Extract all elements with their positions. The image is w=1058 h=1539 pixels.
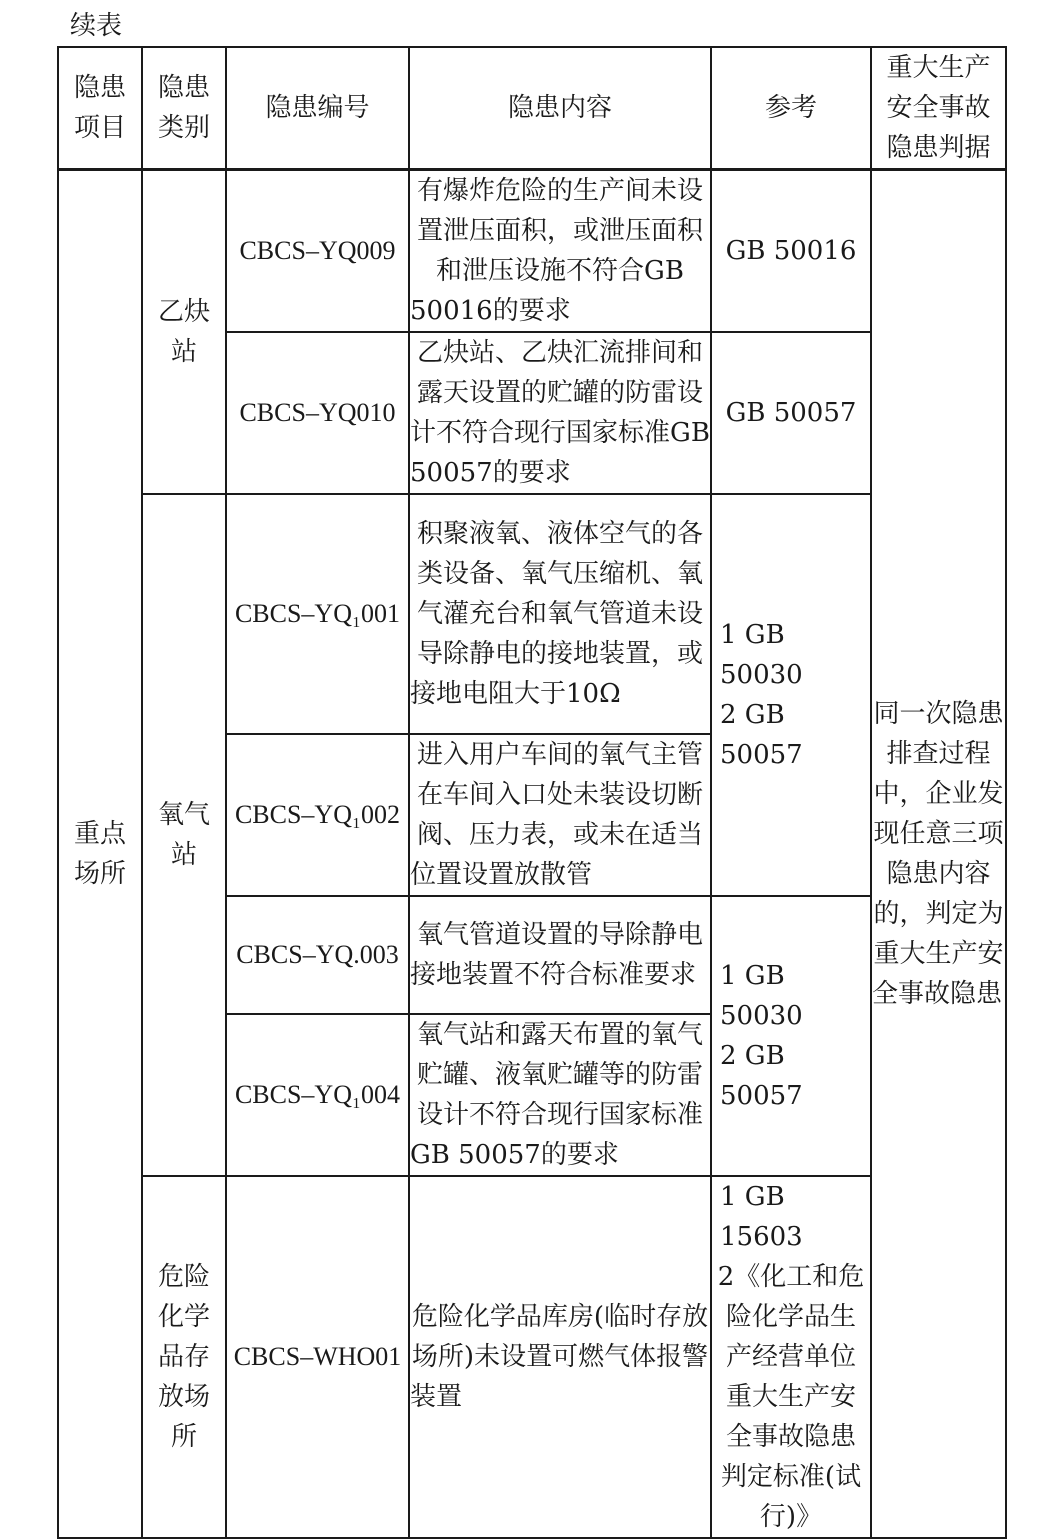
content-cell: 氧气站和露天布置的氧气贮罐、液氧贮罐等的防雷设计不符合现行国家标准GB 50057的要求 bbox=[409, 1014, 711, 1176]
reference-hazchem bbox=[711, 1176, 871, 1538]
reference-line: 1 GB 15603 bbox=[720, 1182, 803, 1252]
reference-cell: GB 50057 bbox=[711, 332, 871, 494]
header-content: 隐患内容 bbox=[409, 47, 711, 170]
table-row bbox=[58, 170, 1006, 333]
header-row bbox=[58, 47, 1006, 170]
reference-line: 2《化工和危险化学品生产经营单位重大生产安全事故隐患判定标准(试行)》 bbox=[717, 1262, 865, 1532]
reference-line: 2 GB 50057 bbox=[720, 700, 803, 770]
code-cell: CBCS–YQ010 bbox=[226, 332, 409, 494]
content-cell: 危险化学品库房(临时存放场所)未设置可燃气体报警装置 bbox=[409, 1176, 711, 1538]
code-cell: CBCS–YQ₁004 bbox=[226, 1014, 409, 1176]
reference-cell: GB 50016 bbox=[711, 170, 871, 333]
code-cell: CBCS–WHO01 bbox=[226, 1176, 409, 1538]
header-basis: 重大生产安全事故隐患判据 bbox=[871, 47, 1006, 170]
content-cell: 乙炔站、乙炔汇流排间和露天设置的贮罐的防雷设计不符合现行国家标准GB 50057的要求 bbox=[409, 332, 711, 494]
category-acetylene: 乙炔站 bbox=[142, 170, 226, 495]
header-item: 隐患项目 bbox=[58, 47, 142, 170]
table-caption: 续表 bbox=[70, 11, 123, 41]
header-reference: 参考 bbox=[711, 47, 871, 170]
category-hazchem: 危险化学品存放场所 bbox=[142, 1176, 226, 1538]
code-cell: CBCS–YQ.003 bbox=[226, 896, 409, 1014]
category-oxygen: 氧气站 bbox=[142, 494, 226, 1176]
basis-cell: 同一次隐患排查过程中，企业发现任意三项隐患内容的，判定为重大生产安全事故隐患 bbox=[871, 170, 1006, 1539]
table-row bbox=[58, 494, 1006, 734]
reference-group-1 bbox=[711, 494, 871, 896]
content-cell: 有爆炸危险的生产间未设置泄压面积，或泄压面积和泄压设施不符合GB 50016的要求 bbox=[409, 170, 711, 333]
header-category: 隐患类别 bbox=[142, 47, 226, 170]
reference-group-2 bbox=[711, 896, 871, 1176]
item-cell: 重点场所 bbox=[58, 170, 142, 1539]
content-cell: 进入用户车间的氧气主管在车间入口处未装设切断阀、压力表，或未在适当位置设置放散管 bbox=[409, 734, 711, 896]
code-cell: CBCS–YQ₁002 bbox=[226, 734, 409, 896]
header-code: 隐患编号 bbox=[226, 47, 409, 170]
reference-line: 1 GB 50030 bbox=[720, 961, 803, 1031]
reference-line: 2 GB 50057 bbox=[720, 1041, 803, 1111]
hazard-table bbox=[57, 46, 1007, 1539]
content-cell: 氧气管道设置的导除静电接地装置不符合标准要求 bbox=[409, 896, 711, 1014]
code-cell: CBCS–YQ009 bbox=[226, 170, 409, 333]
code-cell: CBCS–YQ₁001 bbox=[226, 494, 409, 734]
content-cell: 积聚液氧、液体空气的各类设备、氧气压缩机、氧气灌充台和氧气管道未设导除静电的接地装置，或接地电阻大于10Ω bbox=[409, 494, 711, 734]
table-row bbox=[58, 1176, 1006, 1538]
reference-line: 1 GB 50030 bbox=[720, 620, 803, 690]
